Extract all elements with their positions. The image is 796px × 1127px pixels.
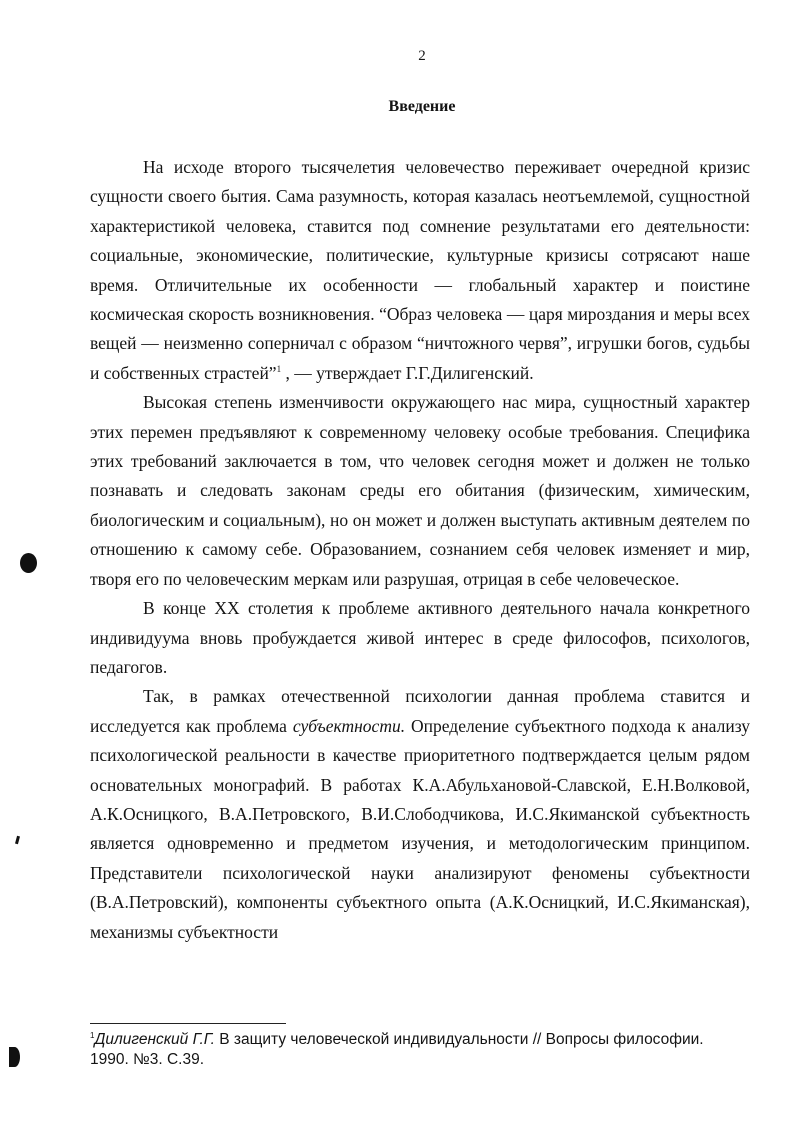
- footnote-marker: 1: [90, 1031, 95, 1040]
- paragraph-4: [90, 682, 750, 947]
- footnote-reference[interactable]: 1: [276, 363, 282, 374]
- footnote-divider: [90, 1023, 286, 1024]
- paragraph-1-ending: , — утверждает Г.Г.Дилигенский.: [281, 362, 534, 383]
- paragraph-2: Высокая степень изменчивости окружающего нас мира, сущностный характер этих перемен предъявляют к современному человеку особые требования. Специфика этих требований заключается в том, что человек сегодня может и должен не только познавать и следовать законам среды его обитания (физическим, химическим, биологическим и социальным), но он может и должен выступать активным деятелем по отношению к самому себе. Образованием, сознанием себя человек изменяет и мир, творя его по человеческим меркам или разрушая, отрицая в себе человеческое.: [90, 392, 750, 589]
- paragraph-4-text: Так, в рамках отечественной психологии данная проблема ставится и исследуется как проблема: [90, 686, 750, 736]
- emphasized-term: субъектности.: [292, 715, 406, 736]
- paragraph-3: В конце XX столетия к проблеме активного деятельного начала конкретного индивидуума вновь пробуждается живой интерес в среде философов, психологов, педагогов.: [90, 598, 750, 677]
- paragraph-1-text: На исходе второго тысячелетия человечество переживает очередной кризис сущности своего бытия. Сама разумность, которая казалась неотъемлемой, сущностной характеристикой человека, ставится под сомнение результатами его деятельности: социальные, экономические, политические, культурные кризисы сотрясают наше время. Отличительные их особенности — глобальный характер и поистине космическая скорость возникновения. “Образ человека — царя мироздания и меры всех вещей — неизменно соперничал с образом “ничтожного червя”, игрушки богов, судьбы и собственных страстей”: [90, 157, 750, 383]
- footnote: [90, 1030, 730, 1070]
- paragraph-1: [90, 153, 750, 388]
- body-text: [90, 153, 750, 947]
- scan-mark-flag: [9, 1047, 20, 1067]
- page-number: 2: [418, 48, 426, 64]
- footnote-author: Дилигенский Г.Г.: [94, 1031, 215, 1048]
- scan-mark-tick: [15, 836, 20, 845]
- paragraph-4-ending: Определение субъектного подхода к анализу психологической реальности в качестве приоритетного подтверждается целым рядом основательных монографий. В работах К.А.Абульхановой-Славской, Е.Н.Волковой, А.К.Осницкого, В.А.Петровского, В.И.Слободчикова, И.С.Якиманской субъектность является одновременно и предметом изучения, и методологическим принципом. Представители психологической науки анализируют феномены субъектности (В.А.Петровский), компоненты субъектного опыта (А.К.Осницкий, И.С.Якиманская), механизмы субъектности: [90, 715, 750, 942]
- footnote-text: В защиту человеческой индивидуальности // Вопросы философии. 1990. №3. С.39.: [90, 1031, 704, 1068]
- scan-mark-dot: [20, 553, 37, 573]
- page-title: Введение: [388, 98, 456, 115]
